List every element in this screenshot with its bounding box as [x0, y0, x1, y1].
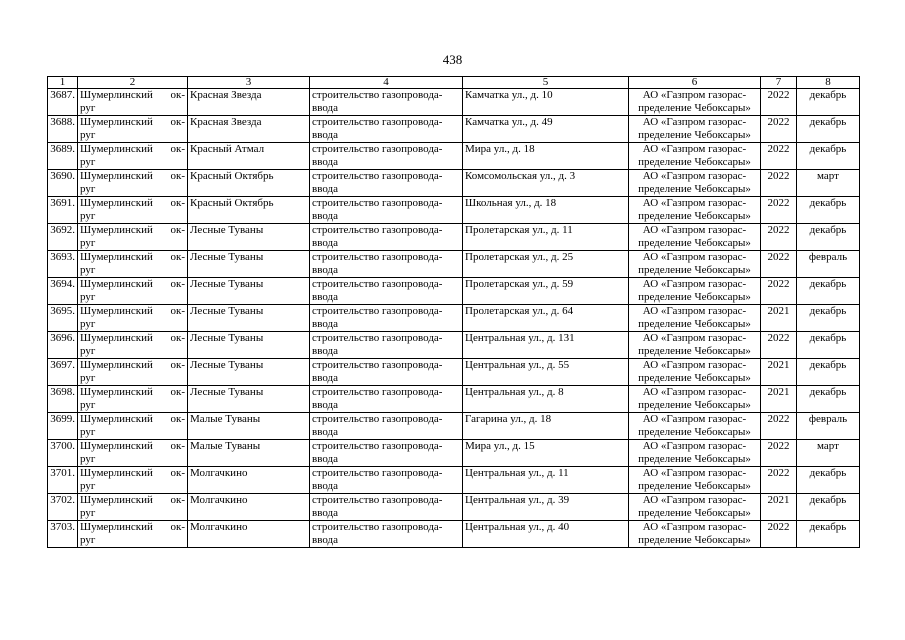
organization-cell	[629, 305, 761, 332]
district-text-end: руг	[80, 534, 96, 546]
work-type-text: строительство газопровода-	[312, 116, 443, 128]
organization-text: АО «Газпром газорас-	[642, 278, 747, 290]
work-type-cell	[310, 521, 463, 548]
district-cell	[78, 521, 188, 548]
month-cell: декабрь	[797, 305, 860, 332]
table-row	[48, 116, 860, 143]
work-type-text: строительство газопровода-	[312, 143, 443, 155]
work-type-text: строительство газопровода-	[312, 467, 443, 479]
table-row	[48, 332, 860, 359]
district-text-hyphen: ок-	[170, 89, 185, 101]
district-cell	[78, 89, 188, 116]
address-cell: Гагарина ул., д. 18	[463, 413, 629, 440]
work-type-cell	[310, 440, 463, 467]
year-cell: 2021	[761, 359, 797, 386]
row-number: 3698.	[48, 386, 78, 413]
work-type-text-end: ввода	[312, 210, 338, 222]
work-type-text: строительство газопровода-	[312, 521, 443, 533]
organization-cell	[629, 359, 761, 386]
locality-cell: Красный Атмал	[188, 143, 310, 170]
district-text: Шумерлинский	[80, 359, 153, 371]
locality-cell: Лесные Туваны	[188, 332, 310, 359]
district-cell	[78, 143, 188, 170]
locality-cell: Красная Звезда	[188, 116, 310, 143]
year-cell: 2021	[761, 494, 797, 521]
district-cell	[78, 386, 188, 413]
address-cell: Центральная ул., д. 39	[463, 494, 629, 521]
work-type-text-end: ввода	[312, 453, 338, 465]
row-number: 3697.	[48, 359, 78, 386]
district-text-end: руг	[80, 480, 96, 492]
work-type-cell	[310, 116, 463, 143]
row-number: 3700.	[48, 440, 78, 467]
register-table	[47, 76, 860, 548]
district-text: Шумерлинский	[80, 143, 153, 155]
work-type-cell	[310, 305, 463, 332]
address-cell: Пролетарская ул., д. 59	[463, 278, 629, 305]
district-text-end: руг	[80, 345, 96, 357]
organization-cell	[629, 116, 761, 143]
organization-cell	[629, 386, 761, 413]
address-cell: Центральная ул., д. 55	[463, 359, 629, 386]
district-text: Шумерлинский	[80, 413, 153, 425]
work-type-text: строительство газопровода-	[312, 494, 443, 506]
work-type-text-end: ввода	[312, 291, 338, 303]
address-cell: Центральная ул., д. 40	[463, 521, 629, 548]
locality-cell: Красный Октябрь	[188, 170, 310, 197]
district-text-hyphen: ок-	[170, 440, 185, 452]
year-cell: 2022	[761, 170, 797, 197]
column-number: 7	[761, 77, 797, 89]
table-row	[48, 386, 860, 413]
district-text-hyphen: ок-	[170, 305, 185, 317]
work-type-cell	[310, 143, 463, 170]
year-cell: 2022	[761, 89, 797, 116]
work-type-text-end: ввода	[312, 426, 338, 438]
row-number: 3695.	[48, 305, 78, 332]
table-row	[48, 224, 860, 251]
work-type-cell	[310, 467, 463, 494]
work-type-text-end: ввода	[312, 264, 338, 276]
organization-text-end: пределение Чебоксары»	[638, 291, 751, 303]
column-number: 6	[629, 77, 761, 89]
district-text: Шумерлинский	[80, 278, 153, 290]
work-type-text: строительство газопровода-	[312, 359, 443, 371]
row-number: 3687.	[48, 89, 78, 116]
work-type-cell	[310, 278, 463, 305]
district-text-end: руг	[80, 183, 96, 195]
work-type-text: строительство газопровода-	[312, 197, 443, 209]
table-row	[48, 467, 860, 494]
organization-text-end: пределение Чебоксары»	[638, 480, 751, 492]
year-cell: 2021	[761, 386, 797, 413]
organization-text-end: пределение Чебоксары»	[638, 129, 751, 141]
district-cell	[78, 116, 188, 143]
work-type-cell	[310, 170, 463, 197]
district-cell	[78, 359, 188, 386]
organization-cell	[629, 521, 761, 548]
locality-cell: Лесные Туваны	[188, 305, 310, 332]
district-text-end: руг	[80, 426, 96, 438]
organization-text-end: пределение Чебоксары»	[638, 345, 751, 357]
row-number: 3703.	[48, 521, 78, 548]
year-cell: 2022	[761, 251, 797, 278]
locality-cell: Лесные Туваны	[188, 386, 310, 413]
month-cell: декабрь	[797, 224, 860, 251]
district-text-end: руг	[80, 156, 96, 168]
address-cell: Комсомольская ул., д. 3	[463, 170, 629, 197]
district-cell	[78, 440, 188, 467]
district-text-end: руг	[80, 210, 96, 222]
district-text: Шумерлинский	[80, 494, 153, 506]
address-cell: Камчатка ул., д. 10	[463, 89, 629, 116]
district-text: Шумерлинский	[80, 332, 153, 344]
locality-cell: Молгачкино	[188, 494, 310, 521]
district-cell	[78, 305, 188, 332]
work-type-text: строительство газопровода-	[312, 332, 443, 344]
month-cell: декабрь	[797, 359, 860, 386]
organization-text-end: пределение Чебоксары»	[638, 156, 751, 168]
table-row	[48, 278, 860, 305]
work-type-cell	[310, 359, 463, 386]
row-number: 3690.	[48, 170, 78, 197]
work-type-cell	[310, 494, 463, 521]
work-type-text-end: ввода	[312, 183, 338, 195]
organization-text-end: пределение Чебоксары»	[638, 426, 751, 438]
month-cell: декабрь	[797, 494, 860, 521]
row-number: 3701.	[48, 467, 78, 494]
district-text-hyphen: ок-	[170, 278, 185, 290]
district-text: Шумерлинский	[80, 440, 153, 452]
district-text: Шумерлинский	[80, 251, 153, 263]
district-text-hyphen: ок-	[170, 116, 185, 128]
organization-cell	[629, 413, 761, 440]
work-type-text-end: ввода	[312, 102, 338, 114]
district-text: Шумерлинский	[80, 89, 153, 101]
district-cell	[78, 251, 188, 278]
district-text-hyphen: ок-	[170, 170, 185, 182]
district-text-end: руг	[80, 507, 96, 519]
work-type-text-end: ввода	[312, 156, 338, 168]
work-type-text: строительство газопровода-	[312, 386, 443, 398]
organization-text: АО «Газпром газорас-	[642, 359, 747, 371]
work-type-cell	[310, 224, 463, 251]
organization-text-end: пределение Чебоксары»	[638, 210, 751, 222]
district-text: Шумерлинский	[80, 224, 153, 236]
district-text: Шумерлинский	[80, 521, 153, 533]
organization-text: АО «Газпром газорас-	[642, 467, 747, 479]
organization-text: АО «Газпром газорас-	[642, 89, 747, 101]
district-text-hyphen: ок-	[170, 251, 185, 263]
year-cell: 2022	[761, 467, 797, 494]
district-text-hyphen: ок-	[170, 332, 185, 344]
organization-text-end: пределение Чебоксары»	[638, 318, 751, 330]
district-text-hyphen: ок-	[170, 197, 185, 209]
organization-text-end: пределение Чебоксары»	[638, 399, 751, 411]
work-type-text-end: ввода	[312, 534, 338, 546]
organization-text: АО «Газпром газорас-	[642, 413, 747, 425]
work-type-text: строительство газопровода-	[312, 170, 443, 182]
organization-cell	[629, 440, 761, 467]
work-type-cell	[310, 251, 463, 278]
row-number: 3702.	[48, 494, 78, 521]
table-row	[48, 359, 860, 386]
district-text-hyphen: ок-	[170, 467, 185, 479]
work-type-text-end: ввода	[312, 399, 338, 411]
work-type-cell	[310, 197, 463, 224]
district-cell	[78, 494, 188, 521]
locality-cell: Малые Туваны	[188, 440, 310, 467]
table-row	[48, 251, 860, 278]
district-text: Шумерлинский	[80, 386, 153, 398]
column-number: 4	[310, 77, 463, 89]
district-text: Шумерлинский	[80, 305, 153, 317]
page-number: 438	[442, 52, 463, 67]
district-text: Шумерлинский	[80, 197, 153, 209]
organization-cell	[629, 467, 761, 494]
organization-text: АО «Газпром газорас-	[642, 170, 747, 182]
year-cell: 2022	[761, 278, 797, 305]
work-type-cell	[310, 332, 463, 359]
table-row	[48, 494, 860, 521]
organization-text: АО «Газпром газорас-	[642, 521, 747, 533]
district-text: Шумерлинский	[80, 116, 153, 128]
district-text-end: руг	[80, 237, 96, 249]
address-cell: Центральная ул., д. 131	[463, 332, 629, 359]
address-cell: Центральная ул., д. 11	[463, 467, 629, 494]
organization-text: АО «Газпром газорас-	[642, 494, 747, 506]
address-cell: Пролетарская ул., д. 11	[463, 224, 629, 251]
row-number: 3692.	[48, 224, 78, 251]
month-cell: декабрь	[797, 116, 860, 143]
year-cell: 2022	[761, 116, 797, 143]
district-text-end: руг	[80, 129, 96, 141]
locality-cell: Молгачкино	[188, 521, 310, 548]
district-cell	[78, 332, 188, 359]
organization-text: АО «Газпром газорас-	[642, 197, 747, 209]
district-text-end: руг	[80, 453, 96, 465]
work-type-text: строительство газопровода-	[312, 305, 443, 317]
locality-cell: Лесные Туваны	[188, 278, 310, 305]
organization-cell	[629, 143, 761, 170]
organization-text-end: пределение Чебоксары»	[638, 183, 751, 195]
organization-text-end: пределение Чебоксары»	[638, 534, 751, 546]
row-number: 3696.	[48, 332, 78, 359]
row-number: 3693.	[48, 251, 78, 278]
work-type-text-end: ввода	[312, 345, 338, 357]
district-text-end: руг	[80, 102, 96, 114]
district-text-hyphen: ок-	[170, 224, 185, 236]
locality-cell: Лесные Туваны	[188, 251, 310, 278]
organization-cell	[629, 251, 761, 278]
month-cell: декабрь	[797, 278, 860, 305]
year-cell: 2021	[761, 305, 797, 332]
district-text-hyphen: ок-	[170, 386, 185, 398]
district-text: Шумерлинский	[80, 467, 153, 479]
work-type-text: строительство газопровода-	[312, 413, 443, 425]
organization-text: АО «Газпром газорас-	[642, 386, 747, 398]
address-cell: Мира ул., д. 18	[463, 143, 629, 170]
month-cell: март	[797, 440, 860, 467]
table-row	[48, 413, 860, 440]
year-cell: 2022	[761, 197, 797, 224]
district-text-end: руг	[80, 291, 96, 303]
district-text-hyphen: ок-	[170, 521, 185, 533]
organization-text-end: пределение Чебоксары»	[638, 453, 751, 465]
organization-text-end: пределение Чебоксары»	[638, 372, 751, 384]
organization-cell	[629, 170, 761, 197]
district-cell	[78, 170, 188, 197]
work-type-text: строительство газопровода-	[312, 440, 443, 452]
district-text-hyphen: ок-	[170, 143, 185, 155]
organization-cell	[629, 197, 761, 224]
month-cell: февраль	[797, 413, 860, 440]
organization-text-end: пределение Чебоксары»	[638, 507, 751, 519]
organization-cell	[629, 89, 761, 116]
locality-cell: Лесные Туваны	[188, 359, 310, 386]
organization-text: АО «Газпром газорас-	[642, 251, 747, 263]
address-cell: Камчатка ул., д. 49	[463, 116, 629, 143]
organization-text: АО «Газпром газорас-	[642, 440, 747, 452]
address-cell: Центральная ул., д. 8	[463, 386, 629, 413]
organization-text: АО «Газпром газорас-	[642, 305, 747, 317]
address-cell: Школьная ул., д. 18	[463, 197, 629, 224]
month-cell: декабрь	[797, 521, 860, 548]
district-cell	[78, 197, 188, 224]
table-row	[48, 521, 860, 548]
column-number: 8	[797, 77, 860, 89]
row-number: 3689.	[48, 143, 78, 170]
district-text-end: руг	[80, 372, 96, 384]
organization-cell	[629, 278, 761, 305]
organization-text: АО «Газпром газорас-	[642, 332, 747, 344]
table-row	[48, 305, 860, 332]
table-row	[48, 440, 860, 467]
address-cell: Пролетарская ул., д. 64	[463, 305, 629, 332]
district-cell	[78, 278, 188, 305]
table-row	[48, 170, 860, 197]
address-cell: Пролетарская ул., д. 25	[463, 251, 629, 278]
row-number: 3694.	[48, 278, 78, 305]
work-type-text-end: ввода	[312, 129, 338, 141]
district-text: Шумерлинский	[80, 170, 153, 182]
month-cell: декабрь	[797, 197, 860, 224]
year-cell: 2022	[761, 521, 797, 548]
column-number: 5	[463, 77, 629, 89]
column-number: 1	[48, 77, 78, 89]
district-text-end: руг	[80, 264, 96, 276]
month-cell: декабрь	[797, 89, 860, 116]
month-cell: февраль	[797, 251, 860, 278]
month-cell: декабрь	[797, 332, 860, 359]
month-cell: декабрь	[797, 386, 860, 413]
district-text-end: руг	[80, 318, 96, 330]
organization-text: АО «Газпром газорас-	[642, 143, 747, 155]
locality-cell: Лесные Туваны	[188, 224, 310, 251]
work-type-cell	[310, 386, 463, 413]
column-number-row	[48, 77, 860, 89]
district-text-end: руг	[80, 399, 96, 411]
work-type-text: строительство газопровода-	[312, 251, 443, 263]
column-number: 3	[188, 77, 310, 89]
locality-cell: Красный Октябрь	[188, 197, 310, 224]
organization-cell	[629, 332, 761, 359]
organization-text-end: пределение Чебоксары»	[638, 237, 751, 249]
work-type-text: строительство газопровода-	[312, 224, 443, 236]
year-cell: 2022	[761, 143, 797, 170]
month-cell: декабрь	[797, 467, 860, 494]
organization-text: АО «Газпром газорас-	[642, 116, 747, 128]
month-cell: декабрь	[797, 143, 860, 170]
address-cell: Мира ул., д. 15	[463, 440, 629, 467]
organization-cell	[629, 494, 761, 521]
work-type-text: строительство газопровода-	[312, 89, 443, 101]
year-cell: 2022	[761, 413, 797, 440]
locality-cell: Молгачкино	[188, 467, 310, 494]
work-type-text-end: ввода	[312, 372, 338, 384]
year-cell: 2022	[761, 440, 797, 467]
year-cell: 2022	[761, 224, 797, 251]
district-cell	[78, 467, 188, 494]
table-body	[48, 77, 860, 548]
row-number: 3699.	[48, 413, 78, 440]
table-row	[48, 89, 860, 116]
month-cell: март	[797, 170, 860, 197]
organization-cell	[629, 224, 761, 251]
district-cell	[78, 413, 188, 440]
district-text-hyphen: ок-	[170, 359, 185, 371]
table-row	[48, 143, 860, 170]
work-type-cell	[310, 413, 463, 440]
work-type-text-end: ввода	[312, 507, 338, 519]
year-cell: 2022	[761, 332, 797, 359]
locality-cell: Красная Звезда	[188, 89, 310, 116]
column-number: 2	[78, 77, 188, 89]
work-type-text: строительство газопровода-	[312, 278, 443, 290]
work-type-cell	[310, 89, 463, 116]
work-type-text-end: ввода	[312, 480, 338, 492]
organization-text-end: пределение Чебоксары»	[638, 264, 751, 276]
work-type-text-end: ввода	[312, 318, 338, 330]
table-row	[48, 197, 860, 224]
organization-text: АО «Газпром газорас-	[642, 224, 747, 236]
row-number: 3688.	[48, 116, 78, 143]
organization-text-end: пределение Чебоксары»	[638, 102, 751, 114]
district-text-hyphen: ок-	[170, 494, 185, 506]
row-number: 3691.	[48, 197, 78, 224]
district-cell	[78, 224, 188, 251]
locality-cell: Малые Туваны	[188, 413, 310, 440]
work-type-text-end: ввода	[312, 237, 338, 249]
district-text-hyphen: ок-	[170, 413, 185, 425]
